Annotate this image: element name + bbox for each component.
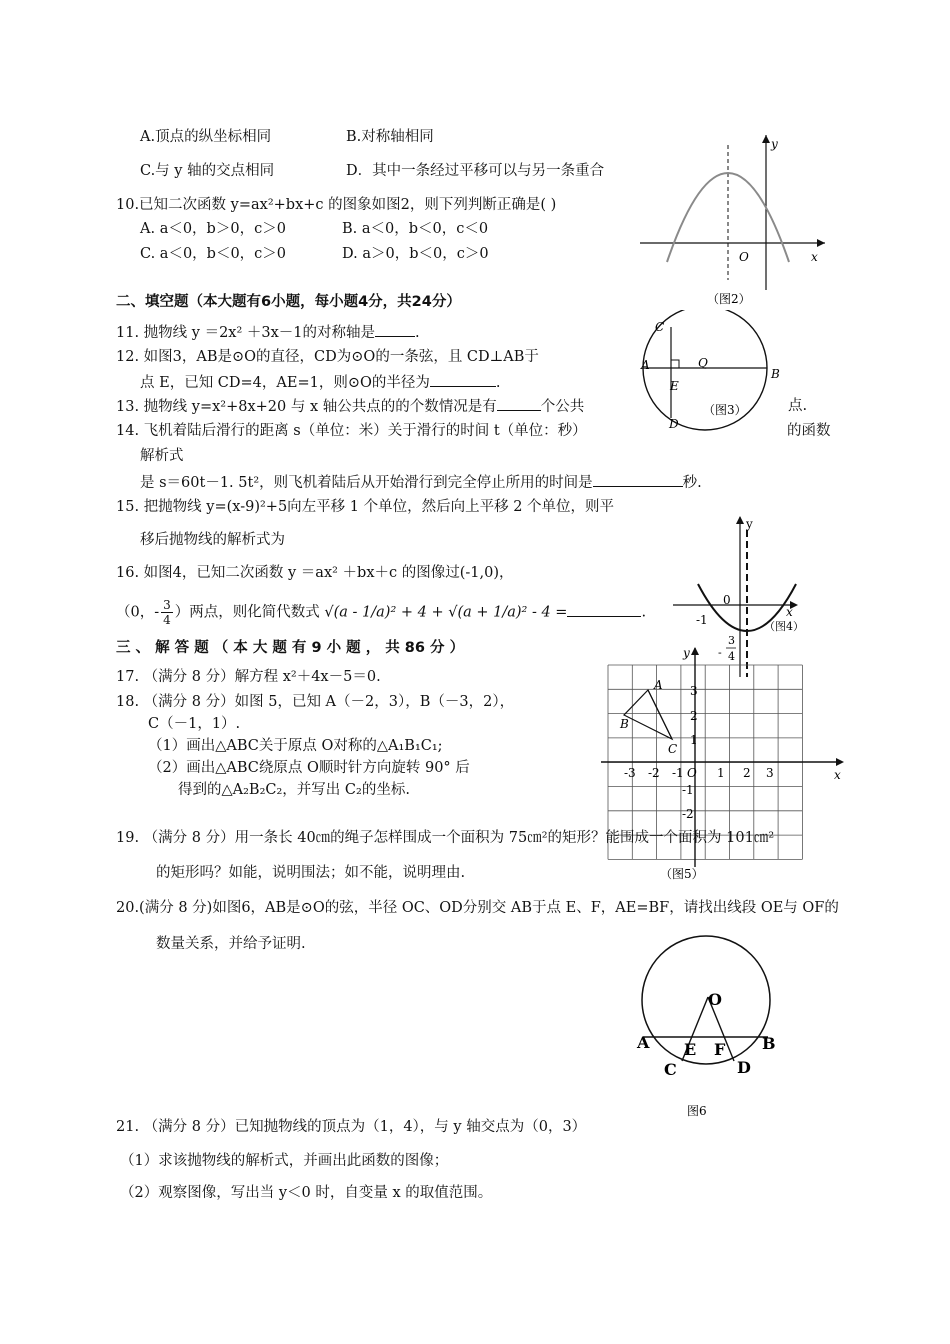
q15-line2: 移后抛物线的解析式为 [140, 532, 285, 548]
q18-line3: （1）画出△ABC关于原点 O对称的△A₁B₁C₁; [148, 738, 443, 754]
q18-line1: 18. （满分 8 分）如图 5，已知 A（－2，3），B（－3，2）， [116, 694, 515, 710]
fig6-circle [642, 936, 770, 1064]
q17-text: 17. （满分 8 分）解方程 x²＋4x－5＝0. [116, 669, 381, 685]
q14-line3: 是 s＝60t－1. 5t²，则飞机着陆后从开始滑行到完全停止所用的时间是 秒. [140, 472, 702, 493]
q19-line1: 19. （满分 8 分）用一条长 40㎝的绳子怎样围成一个面积为 75㎝²的矩形？能围成一个面积为 101㎝² [116, 830, 775, 846]
fig4-x-label: x [786, 605, 793, 619]
fig2-origin-label: O [739, 250, 749, 264]
q19-line2: 的矩形吗？如能，说明围法；如不能，说明理由. [156, 865, 466, 881]
fig5-x-ticks [624, 766, 774, 780]
q11-text: 11. 抛物线 y ＝2x² ＋3x－1的对称轴是 . [116, 322, 420, 343]
fig6-label-o: O [708, 990, 722, 1009]
figure-6-circle [630, 935, 790, 1120]
q16-line2: （0，- $\frac{3}{4}$ ）两点，则化简代数式 √(a - 1/a)² + 4 + √(a + 1/a)² - 4 = . [116, 598, 647, 627]
svg-text:2: 2 [690, 709, 698, 723]
q9-option-a: A.顶点的纵坐标相同 [140, 129, 272, 145]
q21-line3: （2）观察图像，写出当 y＜0 时，自变量 x 的取值范围。 [120, 1185, 493, 1201]
q18-line2: C（－1，1）. [148, 716, 241, 732]
fig5-origin-label: O [687, 766, 697, 780]
q10-option-a: A. a＜0，b＞0，c＞0 [140, 221, 286, 237]
fig5-caption: （图5） [660, 867, 704, 881]
q12-line2: 点 E，已知 CD=4，AE=1，则⊙O的半径为 . [140, 372, 500, 393]
figure-3-circle [635, 310, 795, 435]
svg-text:2: 2 [743, 766, 751, 780]
figure-2-parabola [635, 130, 835, 305]
q14-answer-blank[interactable] [593, 472, 683, 487]
fig2-x-label: x [811, 250, 818, 264]
fig2-caption: （图2） [707, 292, 751, 305]
q14-line2: 解析式 [140, 448, 184, 464]
q18-line4: （2）画出△ABC绕原点 O顺时针方向旋转 90° 后 [148, 760, 470, 776]
fig4-minus: - [718, 646, 722, 659]
q16-expression: √(a - 1/a)² + 4 + √(a + 1/a)² - 4 = [324, 604, 568, 621]
q9-option-c: C.与 y 轴的交点相同 [140, 163, 275, 179]
q9-option-d: D．其中一条经过平移可以与另一条重合 [346, 163, 605, 179]
q10-option-d: D. a＞0，b＜0，c＞0 [342, 246, 489, 262]
fig6-label-d: D [737, 1058, 751, 1077]
fig3-label-a: A [641, 358, 650, 372]
q20-line2: 数量关系，并给予证明. [156, 936, 306, 952]
fig5-label-a: A [654, 678, 663, 692]
q16-line1: 16. 如图4，已知二次函数 y ＝ax² ＋bx＋c 的图像过(-1,0)， [116, 565, 514, 581]
q21-line2: （1）求该抛物线的解析式，并画出此函数的图像； [120, 1153, 449, 1169]
fig4-frac-num: 3 [728, 634, 735, 647]
fig5-label-c: C [668, 742, 678, 756]
q16-frac-den: 4 [163, 613, 171, 627]
q13-answer-blank[interactable] [497, 396, 541, 411]
fig4-neg1-label: -1 [696, 613, 708, 627]
q9-option-b: B.对称轴相同 [346, 129, 434, 145]
fig3-label-b: B [771, 367, 780, 381]
fig3-label-d: D [669, 417, 679, 431]
figure-5-grid [598, 645, 848, 885]
q10-option-b: B. a＜0，b＜0，c＜0 [342, 221, 489, 237]
fig4-y-label: y [746, 517, 753, 531]
q13-text: 13. 抛物线 y=x²+8x+20 与 x 轴公共点的的个数情况是有 个公共 [116, 396, 584, 417]
fig6-label-f: F [714, 1040, 726, 1059]
q12-line1: 12. 如图3，AB是⊙O的直径，CD为⊙O的一条弦，且 CD⊥AB于 [116, 349, 539, 365]
fig5-x-label: x [834, 768, 841, 782]
q16-answer-blank[interactable] [567, 602, 641, 617]
fig3-label-q: Q [698, 356, 708, 370]
svg-text:1: 1 [690, 733, 698, 747]
q21-line1: 21. （满分 8 分）已知抛物线的顶点为（1，4），与 y 轴交点为（0，3） [116, 1119, 587, 1135]
q14-line1: 14. 飞机着陆后滑行的距离 s（单位：米）关于滑行的时间 t（单位：秒） [116, 423, 587, 439]
q18-line5: 得到的△A₂B₂C₂，并写出 C₂的坐标. [178, 782, 410, 798]
q16-frac-num: 3 [163, 598, 171, 612]
fig3-caption: （图3） [703, 403, 747, 417]
fig5-triangle-abc [624, 690, 672, 739]
fig3-label-c: C [655, 320, 665, 334]
fig4-caption: （图4） [764, 620, 804, 633]
svg-text:-1: -1 [672, 766, 684, 780]
section-3-heading: 三 、 解 答 题 （ 本 大 题 有 9 小 题 ， 共 86 分 ） [116, 640, 465, 656]
fig6-label-c: C [664, 1060, 677, 1079]
svg-text:-3: -3 [624, 766, 636, 780]
fig6-label-b: B [762, 1034, 776, 1053]
fig3-label-e: E [670, 379, 679, 393]
q15-line1: 15. 把抛物线 y=(x-9)²+5向左平移 1 个单位，然后向上平移 2 个单位，则平 [116, 499, 615, 515]
fig2-y-label: y [771, 137, 778, 151]
fig6-label-e: E [684, 1040, 697, 1059]
q11-answer-blank[interactable] [375, 322, 415, 337]
fig6-label-a: A [637, 1033, 650, 1052]
fig4-origin-label: 0 [723, 593, 731, 607]
fig6-caption: 图6 [687, 1104, 707, 1118]
q10-option-c: C. a＜0，b＜0，c＞0 [140, 246, 287, 262]
svg-text:1: 1 [717, 766, 725, 780]
section-2-heading: 二、填空题（本大题有6小题，每小题4分，共24分） [116, 294, 461, 310]
svg-text:-2: -2 [682, 807, 694, 821]
q12-answer-blank[interactable] [430, 372, 496, 387]
svg-text:3: 3 [766, 766, 774, 780]
fig4-frac-den: 4 [728, 650, 735, 663]
fig5-label-b: B [620, 717, 629, 731]
svg-text:3: 3 [690, 684, 698, 698]
svg-text:-2: -2 [648, 766, 660, 780]
q10-stem: 10.已知二次函数 y=ax²+bx+c 的图象如图2，则下列判断正确是( ) [116, 197, 557, 213]
svg-text:-1: -1 [682, 783, 694, 797]
q20-line1: 20.(满分 8 分)如图6，AB是⊙O的弦，半径 OC、OD分别交 AB于点 E、F，AE=BF，请找出线段 OE与 OF的 [116, 900, 839, 916]
q14-line1-tail: 的函数 [787, 423, 831, 439]
fig3-right-angle [671, 360, 679, 368]
q13-tail: 点. [788, 398, 808, 414]
fig5-y-label: y [683, 646, 690, 660]
